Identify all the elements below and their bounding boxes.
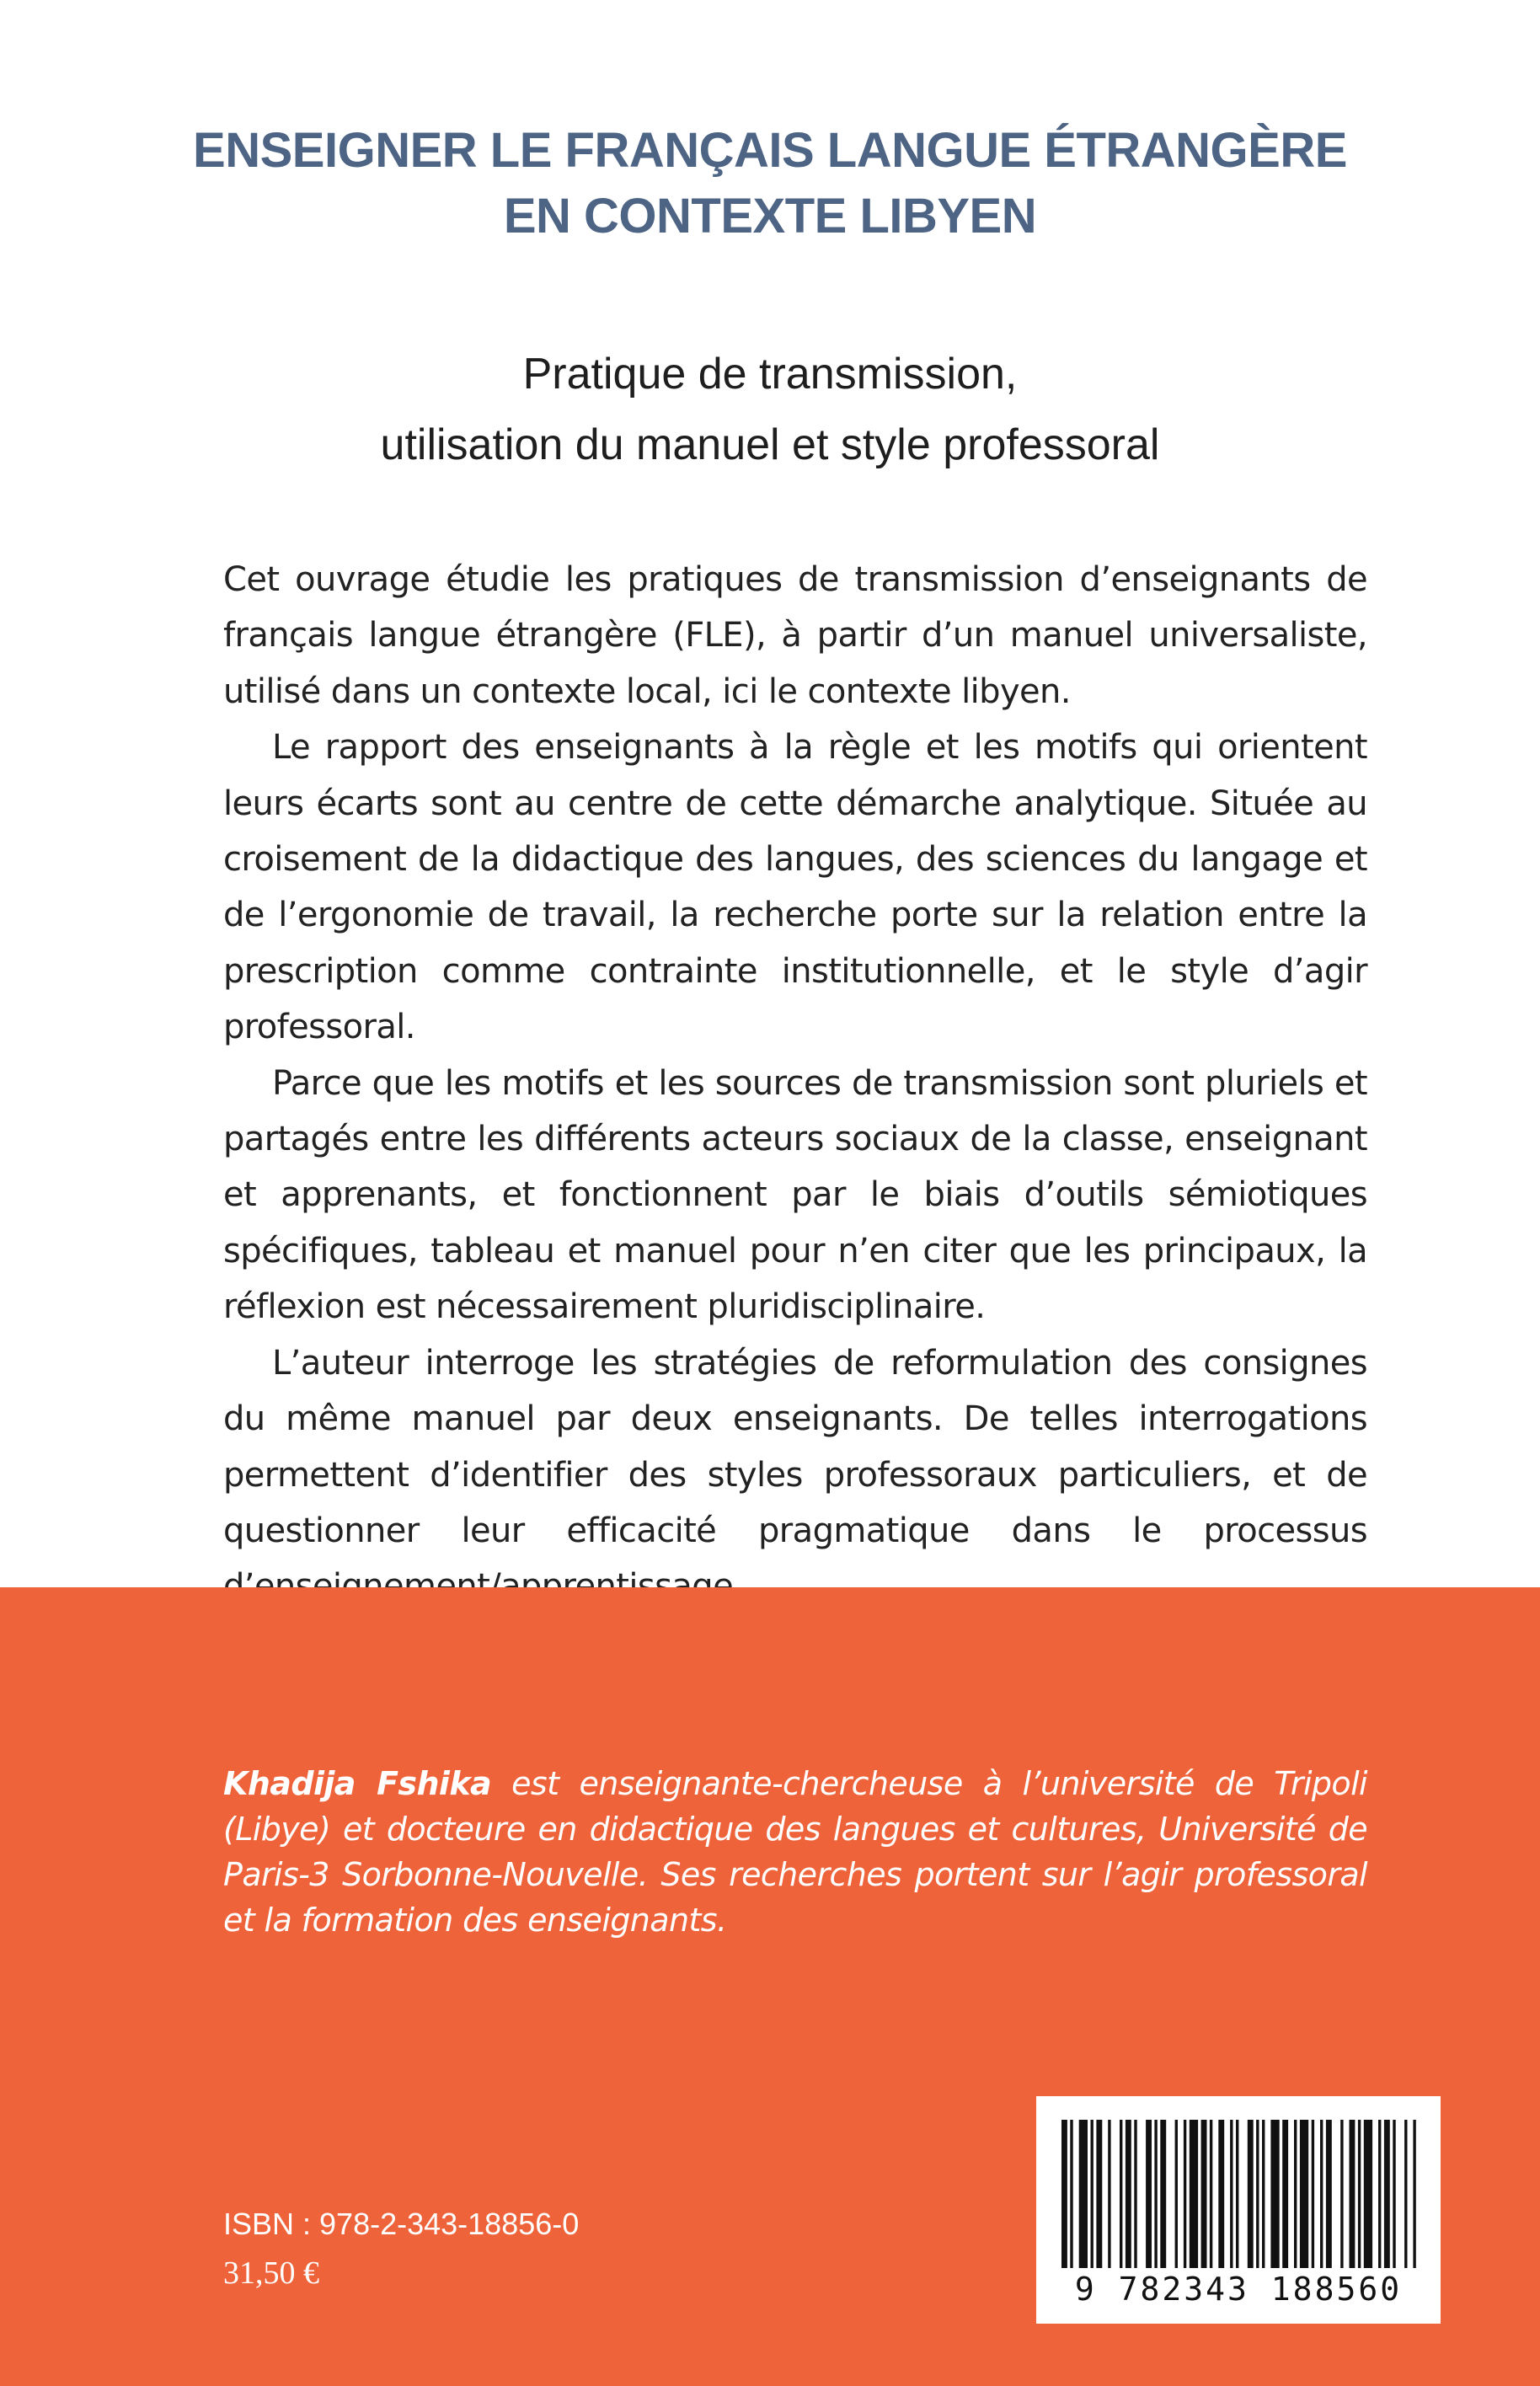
barcode-bar: [1230, 2120, 1233, 2268]
barcode-bar: [1378, 2120, 1381, 2268]
barcode-bar: [1236, 2120, 1238, 2268]
barcode-bar: [1312, 2120, 1314, 2268]
summary-paragraph: Le rapport des enseignants à la règle et les motifs qui orientent leurs écarts sont au centre de cette démarche analytique. Située au croisement de la didactique des langues, des sciences du langage et de l’ergonomie de travail, la recherche porte sur la relation entre la prescription comme contrainte institutionnelle, et le style d’agir professoral.: [223, 728, 1367, 1047]
barcode-bar: [1262, 2120, 1265, 2268]
barcode-bar: [1294, 2120, 1297, 2268]
barcode-bar: [1091, 2120, 1094, 2268]
barcode-bar: [1350, 2120, 1356, 2268]
barcode-bar: [1364, 2120, 1372, 2268]
barcode-bar: [1175, 2120, 1178, 2268]
barcode-bar: [1384, 2120, 1390, 2268]
author-bio-text: est enseignante-chercheuse à l’université de Tripoli (Libye) et docteure en didactique des langues et cultures, Université de Paris-3 Sorbonne-Nouvelle. Ses recherches portent sur l’agir professoral et la formation des enseignants.: [223, 1765, 1367, 1939]
barcode-bar: [1248, 2120, 1254, 2268]
barcode: [1036, 2096, 1441, 2324]
book-title: [0, 118, 1540, 249]
barcode-bar: [1210, 2120, 1212, 2268]
barcode-bar: [1134, 2120, 1136, 2268]
barcode-bar: [1413, 2120, 1415, 2268]
book-title-line-1: ENSEIGNER LE FRANÇAIS LANGUE ÉTRANGÈRE: [193, 123, 1347, 178]
barcode-bar: [1160, 2120, 1166, 2268]
barcode-bar: [1120, 2120, 1122, 2268]
barcode-bar: [1358, 2120, 1361, 2268]
barcode-bar: [1126, 2120, 1131, 2268]
book-subtitle-line-2: utilisation du manuel et style professoral: [380, 420, 1160, 469]
barcode-bar: [1108, 2120, 1110, 2268]
summary-text: [223, 552, 1367, 1615]
barcode-bar: [1326, 2120, 1332, 2268]
author-bio: [223, 1761, 1367, 1943]
barcode-bar: [1079, 2120, 1088, 2268]
barcode-bar: [1096, 2120, 1102, 2268]
book-subtitle-line-1: Pratique de transmission,: [522, 350, 1018, 399]
barcode-bar: [1320, 2120, 1323, 2268]
barcode-bar: [1393, 2120, 1395, 2268]
barcode-bar: [1201, 2120, 1207, 2268]
summary-paragraph: Parce que les motifs et les sources de transmission sont pluriels et partagés entre les différents acteurs sociaux de la classe, enseignant et apprenants, et fonctionnent par le biais d’outils sémiotiques spécifiques, tableau et manuel pour n’en citer que les principaux, la réflexion est nécessairement pluridisciplinaire.: [223, 1063, 1367, 1327]
barcode-bar: [1282, 2120, 1288, 2268]
summary-paragraph: L’auteur interroge les stratégies de reformulation des consignes du même manuel par deux enseignants. De telles interrogations permettent d’identifier des styles professoraux particuliers, et de questionner leur efficacité pragmatique dans le processus: [223, 1343, 1367, 1550]
barcode-bar: [1154, 2120, 1157, 2268]
book-subtitle: [0, 339, 1540, 480]
isbn-text: ISBN : 978-2-343-18856-0: [223, 2207, 580, 2241]
price-text: 31,50 €: [223, 2255, 319, 2291]
barcode-digits: 9 782343 188560: [1074, 2271, 1403, 2308]
author-name: Khadija Fshika: [223, 1765, 492, 1802]
barcode-bar: [1146, 2120, 1152, 2268]
barcode-bar: [1190, 2120, 1198, 2268]
summary-paragraph: Cet ouvrage étudie les pratiques de transmission d’enseignants de français langue étrangère (FLE), à partir d’un manuel universaliste, utilisé dans un contexte local, ici le contexte libyen.: [223, 560, 1367, 711]
barcode-bar: [1061, 2120, 1067, 2268]
barcode-bar: [1218, 2120, 1224, 2268]
barcode-bar: [1070, 2120, 1072, 2268]
book-title-line-2: EN CONTEXTE LIBYEN: [503, 189, 1037, 243]
barcode-bar: [1256, 2120, 1259, 2268]
barcode-bar: [1340, 2120, 1343, 2268]
barcode-bars: [1056, 2120, 1420, 2268]
barcode-bar: [1404, 2120, 1407, 2268]
barcode-bar: [1184, 2120, 1186, 2268]
barcode-bar: [1270, 2120, 1279, 2268]
barcode-bar: [1300, 2120, 1308, 2268]
